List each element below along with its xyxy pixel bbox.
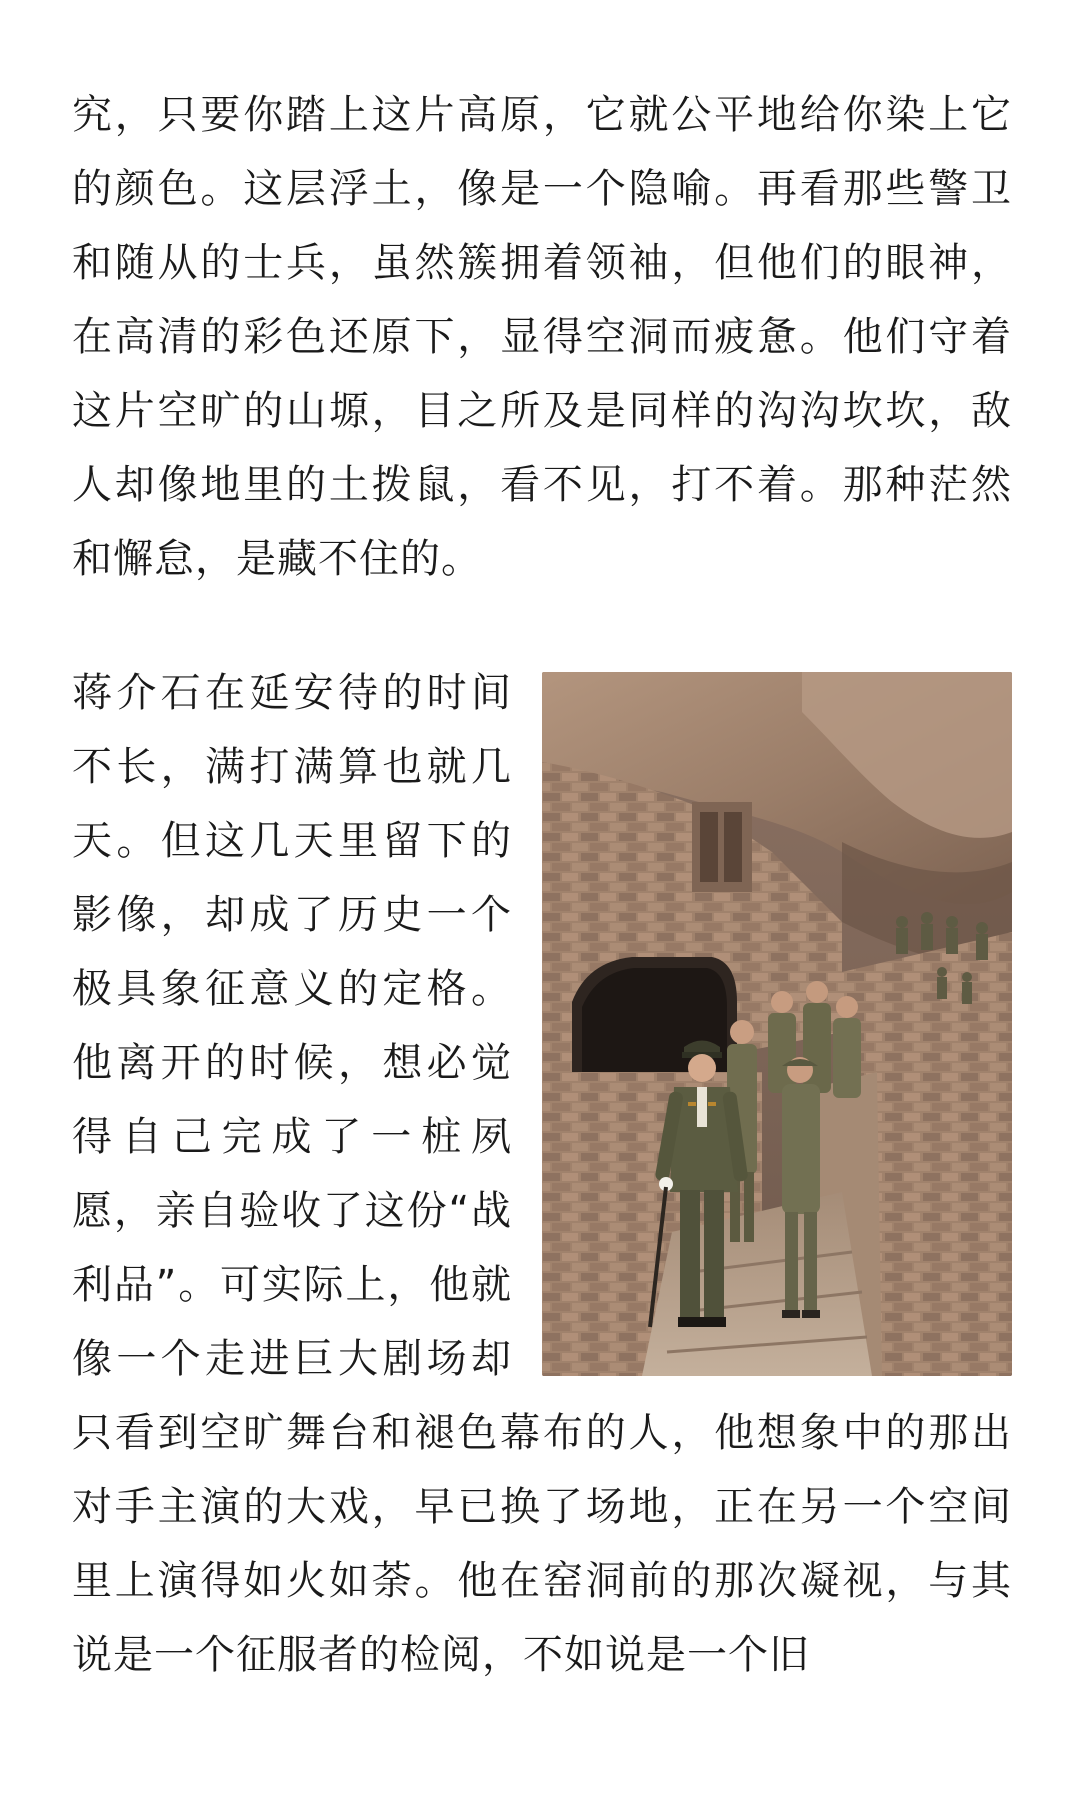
- paragraph-1: 究，只要你踏上这片高原，它就公平地给你染上它的颜色。这层浮土，像是一个隐喻。再看那些警卫和随从的士兵，虽然簇拥着领袖，但他们的眼神，在高清的彩色还原下，显得空洞而疲惫。他们守着这片空旷的山塬，目之所及是同样的沟沟坎坎，敌人却像地里的土拨鼠，看不见，打不着。那种茫然和懈怠，是藏不住的。: [72, 92, 1012, 582]
- article-photo: [542, 672, 1012, 1376]
- paragraph-2: 蒋介石在延安待的时间不长，满打满算也就几天。但这几天里留下的影像，却成了历史一个极具象征意义的定格。他离开的时候，想必觉得自己完成了一桩夙愿，亲自验收了这份“战利品”。可实际上，他就像一个走进巨大剧场却只看到空旷舞台和褪色幕布的人，他想象中的那出对手主演的大戏，早已换了场地，正在另一个空间里上演得如火如荼。他在窑洞前的那次凝视，与其说是一个征服者的检阅，不如说是一个旧: [72, 670, 1012, 1678]
- photo-illustration: [542, 672, 1012, 1376]
- article-body: [72, 78, 1012, 1692]
